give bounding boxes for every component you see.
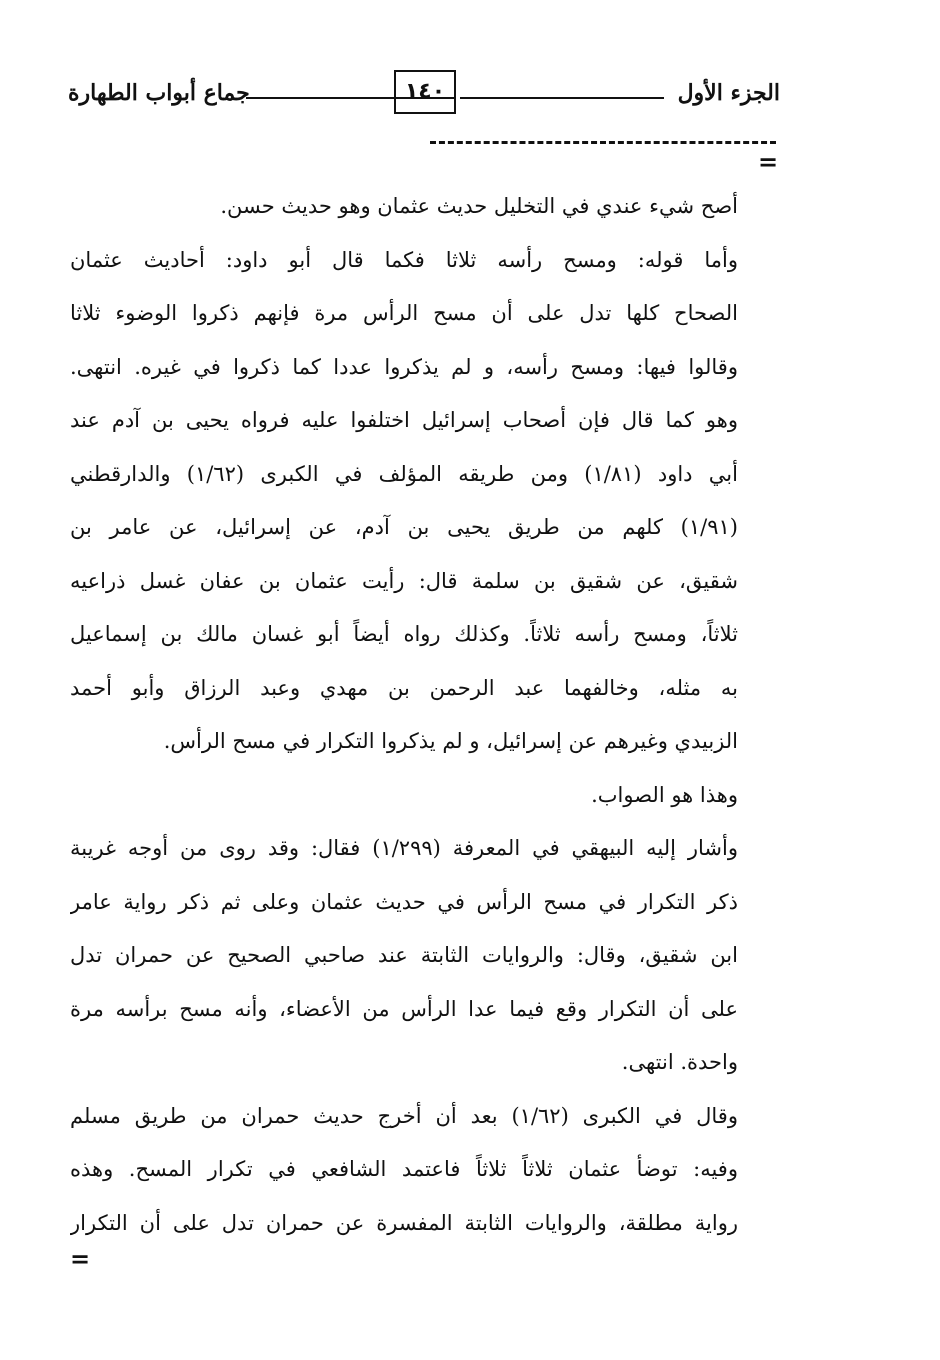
text-line: أبي داود (١/٨١) ومن طريقه المؤلف في الكبرى (١/٦٢) والدارقطني bbox=[70, 461, 738, 486]
text-line: وقال في الكبرى (١/٦٢) بعد أن أخرج حديث حمران من طريق مسلم bbox=[70, 1103, 738, 1128]
continuation-mark-bottom: = bbox=[70, 1245, 91, 1273]
continuation-mark-top: = bbox=[758, 148, 779, 176]
text-line: (١/٩١) كلهم من طريق يحيى بن آدم، عن إسرائيل، عن عامر بن bbox=[70, 515, 738, 539]
section-title: جماع أبواب الطهارة bbox=[68, 80, 250, 106]
header-dashed-rule bbox=[430, 141, 776, 144]
text-line: وأشار إليه البيهقي في المعرفة (١/٢٩٩) فقال: وقد روى من أوجه غريبة bbox=[70, 836, 738, 860]
text-line: واحدة. انتهى. bbox=[621, 1050, 738, 1074]
text-line: وأما قوله: ومسح رأسه ثلاثا فكما قال أبو داود: أحاديث عثمان bbox=[70, 247, 738, 272]
running-header bbox=[68, 70, 780, 120]
text-line: الصحاح كلها تدل على أن مسح الرأس مرة فإنهم ذكروا الوضوء ثلاثا bbox=[70, 301, 738, 325]
text-line: وهو كما قال فإن أصحاب إسرائيل اختلفوا عليه فرواه يحيى بن آدم عند bbox=[70, 408, 738, 432]
text-line: ذكر التكرار في مسح الرأس في حديث عثمان وعلى ثم ذكر رواية عامر bbox=[70, 889, 738, 914]
text-line: وفيه: توضأ عثمان ثلاثاً ثلاثاً فاعتمد الشافعي في تكرار المسح. وهذه bbox=[70, 1157, 738, 1181]
text-line: وهذا هو الصواب. bbox=[591, 782, 738, 807]
page-number: ١٤٠ bbox=[394, 70, 456, 114]
text-line: أصح شيء عندي في التخليل حديث عثمان وهو حديث حسن. bbox=[220, 194, 738, 218]
text-line: على أن التكرار وقع فيما عدا الرأس من الأعضاء، وأنه مسح برأسه مرة bbox=[70, 996, 738, 1021]
header-rule-left bbox=[246, 97, 454, 99]
text-line: به مثله، وخالفهما عبد الرحمن بن مهدي وعبد الرزاق وأبو أحمد bbox=[70, 675, 738, 700]
header-rule-right bbox=[460, 97, 664, 99]
body-text bbox=[70, 180, 738, 1250]
text-line: الزبيدي وغيرهم عن إسرائيل، و لم يذكروا التكرار في مسح الرأس. bbox=[163, 729, 738, 753]
text-line: ابن شقيق، وقال: والروايات الثابتة عند صاحبي الصحيح عن حمران تدل bbox=[70, 943, 738, 967]
text-line: شقيق، عن شقيق بن سلمة قال: رأيت عثمان بن عفان غسل ذراعيه bbox=[70, 568, 738, 593]
text-line: رواية مطلقة، والروايات الثابتة المفسرة عن حمران تدل على أن التكرار bbox=[70, 1210, 738, 1235]
text-line: ثلاثاً، ومسح رأسه ثلاثاً. وكذلك رواه أيضاً أبو غسان مالك بن إسماعيل bbox=[70, 622, 738, 646]
text-line: وقالوا فيها: ومسح رأسه، و لم يذكروا عددا كما ذكروا في غيره. انتهى. bbox=[70, 354, 738, 379]
volume-title: الجزء الأول bbox=[677, 80, 780, 106]
